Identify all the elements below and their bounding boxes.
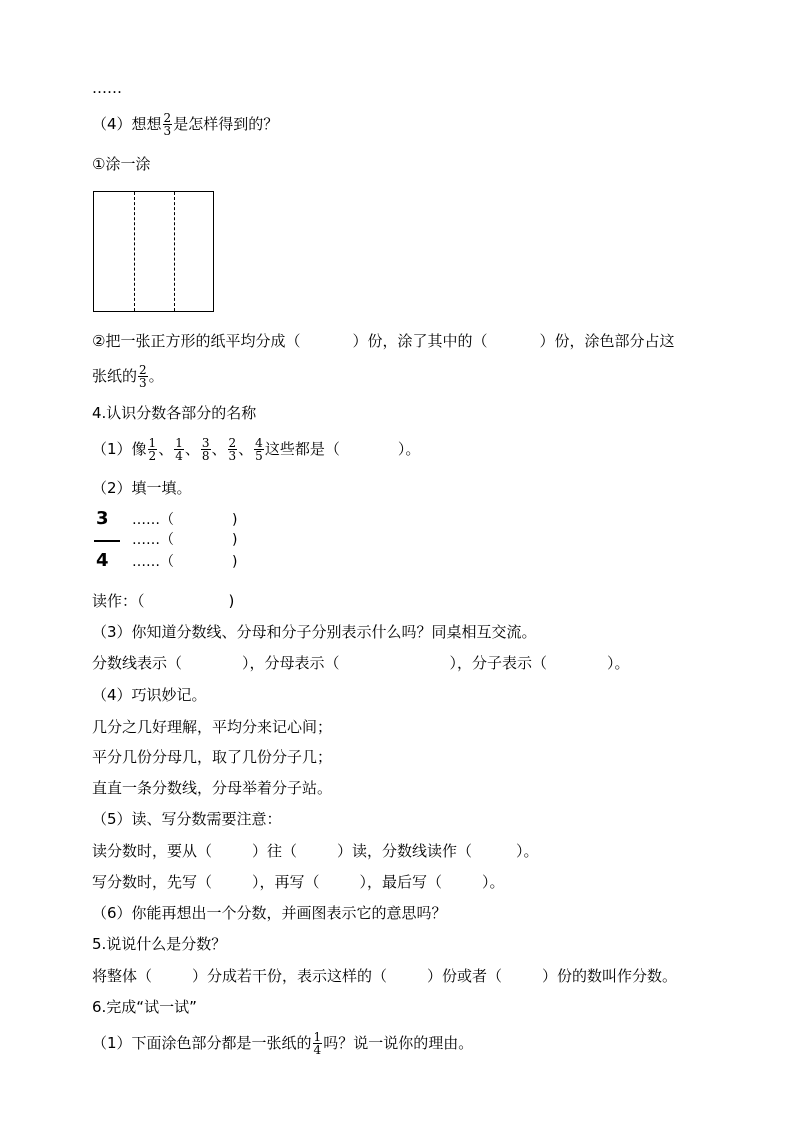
write-rule-line: [92, 872, 505, 892]
write-rule-a: 写分数时，先写（: [92, 873, 213, 891]
definition-a: 将整体（: [92, 967, 153, 985]
meaning-text-d: ）。: [607, 654, 630, 672]
s4-question-2: （2）填一填。: [92, 479, 192, 497]
row-prefix: ……（: [132, 512, 174, 528]
write-rule-b: ），再写（: [252, 873, 320, 891]
fraction-numerator: 2: [139, 363, 147, 377]
fraction-denominator: 3: [163, 124, 172, 138]
fraction-numerator: 1: [313, 1030, 322, 1044]
s6q1-suffix: 吗？说一说你的理由。: [323, 1034, 474, 1052]
fraction-denominator: 3: [139, 376, 147, 390]
fraction-three-eighths: [201, 437, 211, 462]
fold-line2-suffix: 。: [148, 367, 164, 385]
fraction-two-thirds: [138, 364, 148, 389]
q4-prefix: （4）想想: [92, 115, 162, 133]
row-close: ): [232, 532, 238, 548]
fraction-four-fifths: [254, 437, 264, 462]
fold-line2-prefix: 张纸的: [92, 367, 138, 385]
fraction-numerator: 2: [228, 436, 237, 450]
diagram-denominator: 4: [96, 550, 109, 571]
s4-question-3: （3）你知道分数线、分母和分子分别表示什么吗？同桌相互交流。: [92, 623, 537, 641]
write-rule-c: ），最后写（: [359, 873, 443, 891]
separator: 、: [238, 440, 254, 458]
row-close: ): [232, 554, 238, 570]
definition-c: ）份或者（: [427, 967, 503, 985]
fraction-numerator: 1: [148, 436, 157, 450]
read-as-label: 读作：（: [92, 592, 145, 610]
write-rule-d: ）。: [482, 873, 505, 891]
fraction-denominator: 4: [175, 449, 183, 463]
fold-text-part1: ②把一张正方形的纸平均分成（: [92, 332, 301, 350]
q4-suffix: 是怎样得到的？: [173, 115, 279, 133]
read-rule-a: 读分数时，要从（: [92, 842, 213, 860]
section-6-title: 6.完成“试一试”: [92, 998, 197, 1016]
separator: 、: [211, 440, 227, 458]
fraction-one-half: [148, 437, 158, 462]
diagram-fraction-bar: [94, 540, 120, 542]
read-rule-d: ）。: [516, 842, 539, 860]
fold-text-part3: ）份，涂色部分占这: [539, 332, 675, 350]
fold-question-line1: [92, 331, 674, 351]
definition-line: [92, 966, 677, 986]
row-prefix: ……（: [132, 532, 174, 548]
separator: 、: [158, 440, 174, 458]
section-4-title: 4.认识分数各部分的名称: [92, 404, 257, 422]
fraction-parts-diagram: [92, 508, 252, 572]
read-rule-c: ）读，分数线读作（: [337, 842, 473, 860]
question-4-heading: [92, 112, 278, 137]
read-rule-b: ）往（: [252, 842, 298, 860]
fold-line-2: [174, 192, 175, 311]
read-as-line: [92, 591, 234, 611]
s6q1-prefix: （1）下面涂色部分都是一张纸的: [92, 1034, 312, 1052]
fraction-denominator: 4: [313, 1043, 322, 1057]
s4-question-1: [92, 437, 420, 462]
diagram-row-numerator: [132, 509, 237, 529]
s4q1-prefix: （1）像: [92, 440, 147, 458]
rhyme-line-2: 平分几份分母几，取了几份分子几；: [92, 748, 333, 766]
s4-question-5: （5）读、写分数需要注意：: [92, 810, 282, 828]
rhyme-line-1: 几分之几好理解，平均分来记心间；: [92, 718, 333, 736]
meaning-text-c: ），分子表示（: [449, 654, 548, 672]
fraction-denominator: 5: [255, 449, 263, 463]
square-paper-diagram[interactable]: [93, 191, 214, 312]
paint-label: ①涂一涂: [92, 155, 151, 173]
diagram-row-denominator: [132, 551, 237, 571]
read-as-close: ): [228, 592, 235, 610]
fraction-one-quarter: [313, 1031, 323, 1056]
s4q1-suffix: 这些都是（: [264, 440, 340, 458]
meaning-text-a: 分数线表示（: [92, 654, 183, 672]
fold-text-part2: ）份，涂了其中的（: [352, 332, 488, 350]
s6-question-1: [92, 1031, 473, 1056]
fraction-denominator: 3: [228, 449, 237, 463]
meaning-text-b: ），分母表示（: [242, 654, 340, 672]
fraction-numerator: 1: [175, 436, 183, 450]
diagram-row-bar: [132, 529, 237, 549]
rhyme-line-3: 直直一条分数线，分母举着分子站。: [92, 779, 333, 797]
fold-question-line2: [92, 364, 164, 389]
fraction-numerator: 2: [163, 111, 172, 125]
row-close: ): [232, 512, 238, 528]
fraction-one-quarter: [174, 437, 184, 462]
row-prefix: ……（: [132, 554, 174, 570]
fraction-two-thirds: [228, 437, 238, 462]
definition-b: ）分成若干份，表示这样的（: [192, 967, 388, 985]
ellipsis-text: ……: [92, 79, 122, 97]
fraction-two-thirds: [163, 112, 173, 137]
fraction-denominator: 8: [201, 449, 210, 463]
read-rule-line: [92, 841, 539, 861]
fraction-numerator: 3: [201, 436, 210, 450]
definition-d: ）份的数叫作分数。: [542, 967, 678, 985]
section-5-title: 5.说说什么是分数？: [92, 935, 227, 953]
meaning-line: [92, 653, 630, 673]
diagram-numerator: 3: [96, 508, 109, 529]
fraction-numerator: 4: [255, 436, 263, 450]
separator: 、: [184, 440, 200, 458]
fold-line-1: [134, 192, 135, 311]
s4q1-end: ）。: [397, 440, 421, 458]
s4-question-4: （4）巧识妙记。: [92, 686, 207, 704]
fraction-denominator: 2: [148, 449, 157, 463]
s4-question-6: （6）你能再想出一个分数，并画图表示它的意思吗？: [92, 904, 447, 922]
